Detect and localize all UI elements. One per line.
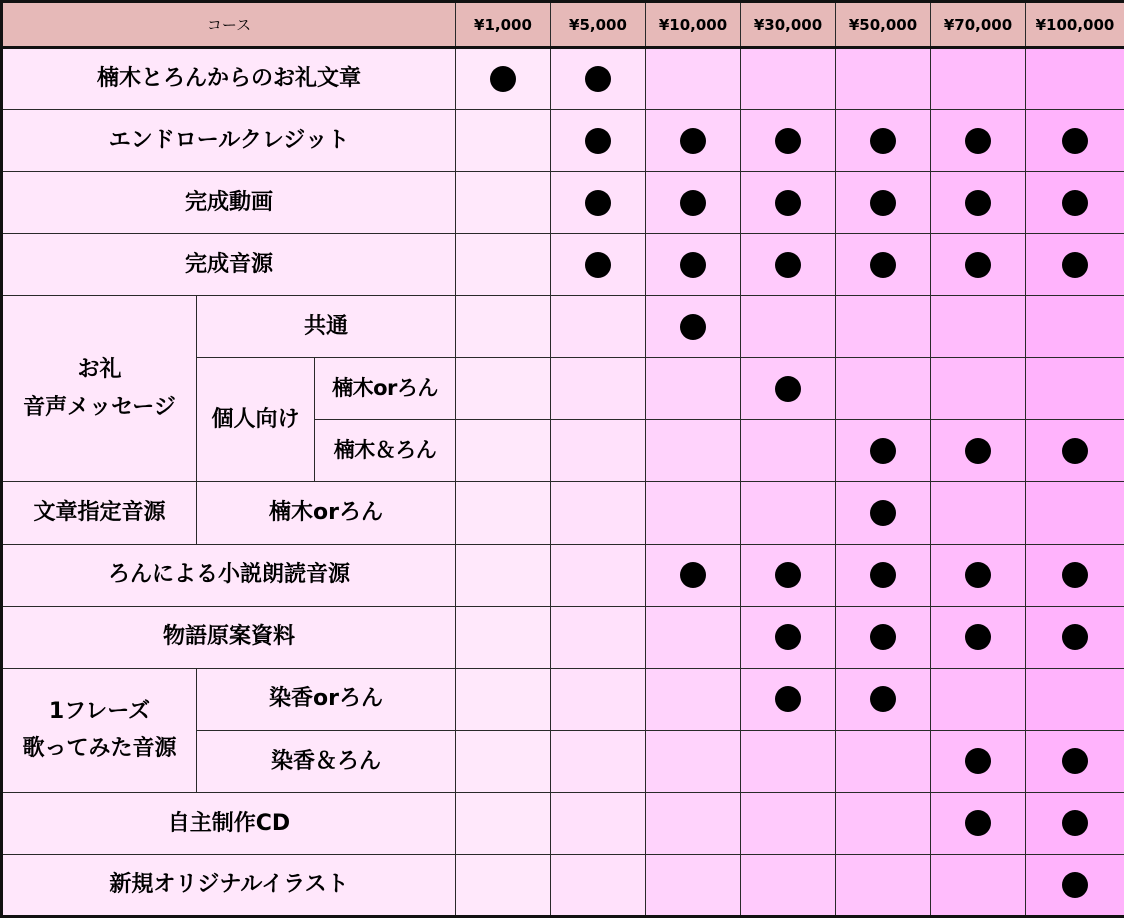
row-final-audio	[2, 234, 1124, 296]
label-final-video: 完成動画	[2, 172, 456, 234]
cell-custom-text-audio-1000	[456, 482, 551, 544]
cell-novel-reading-5000	[551, 544, 646, 606]
included-dot-icon	[775, 190, 801, 216]
included-dot-icon	[490, 66, 516, 92]
cell-voice-common-5000	[551, 296, 646, 358]
cell-novel-reading-30000	[741, 544, 836, 606]
cell-cover-either-5000	[551, 668, 646, 730]
header-row	[2, 2, 1124, 48]
cell-self-produced-cd-50000	[836, 792, 931, 854]
cell-cover-either-100000	[1026, 668, 1124, 730]
row-original-illustration	[2, 854, 1124, 916]
cell-novel-reading-70000	[931, 544, 1026, 606]
cell-original-illustration-100000	[1026, 854, 1124, 916]
row-voice-common	[2, 296, 1124, 358]
cell-original-illustration-5000	[551, 854, 646, 916]
cell-story-materials-30000	[741, 606, 836, 668]
included-dot-icon	[775, 128, 801, 154]
cell-thanks-letter-50000	[836, 48, 931, 110]
cell-voice-either-50000	[836, 358, 931, 420]
cell-story-materials-5000	[551, 606, 646, 668]
cell-novel-reading-100000	[1026, 544, 1124, 606]
cell-cover-either-1000	[456, 668, 551, 730]
cell-end-credits-100000	[1026, 110, 1124, 172]
included-dot-icon	[775, 562, 801, 588]
cell-cover-both-10000	[646, 730, 741, 792]
row-novel-reading	[2, 544, 1124, 606]
label-end-credits: エンドロールクレジット	[2, 110, 456, 172]
cell-cover-either-10000	[646, 668, 741, 730]
included-dot-icon	[965, 624, 991, 650]
price-header-1000: ¥1,000	[456, 2, 551, 48]
row-story-materials	[2, 606, 1124, 668]
cell-cover-both-30000	[741, 730, 836, 792]
cell-novel-reading-50000	[836, 544, 931, 606]
included-dot-icon	[870, 624, 896, 650]
cell-voice-common-1000	[456, 296, 551, 358]
label-self-produced-cd: 自主制作CD	[2, 792, 456, 854]
cell-story-materials-50000	[836, 606, 931, 668]
cell-final-audio-1000	[456, 234, 551, 296]
included-dot-icon	[965, 252, 991, 278]
cell-final-audio-10000	[646, 234, 741, 296]
included-dot-icon	[1062, 872, 1088, 898]
included-dot-icon	[870, 686, 896, 712]
included-dot-icon	[680, 190, 706, 216]
label-thanks-letter: 楠木とろんからのお礼文章	[2, 48, 456, 110]
label-final-audio: 完成音源	[2, 234, 456, 296]
row-self-produced-cd	[2, 792, 1124, 854]
label-cover-both: 染香＆ろん	[197, 730, 456, 792]
included-dot-icon	[870, 128, 896, 154]
cell-voice-common-70000	[931, 296, 1026, 358]
cell-final-video-50000	[836, 172, 931, 234]
included-dot-icon	[680, 252, 706, 278]
cell-final-video-10000	[646, 172, 741, 234]
cell-story-materials-70000	[931, 606, 1026, 668]
cell-custom-text-audio-70000	[931, 482, 1026, 544]
label-cover-either: 染香orろん	[197, 668, 456, 730]
label-voice-personal: 個人向け	[197, 358, 315, 482]
cell-voice-either-5000	[551, 358, 646, 420]
cell-custom-text-audio-100000	[1026, 482, 1124, 544]
included-dot-icon	[585, 128, 611, 154]
label-novel-reading: ろんによる小説朗読音源	[2, 544, 456, 606]
row-final-video	[2, 172, 1124, 234]
label-story-materials: 物語原案資料	[2, 606, 456, 668]
included-dot-icon	[1062, 128, 1088, 154]
cell-voice-either-1000	[456, 358, 551, 420]
cell-custom-text-audio-5000	[551, 482, 646, 544]
included-dot-icon	[775, 376, 801, 402]
included-dot-icon	[1062, 748, 1088, 774]
cell-self-produced-cd-5000	[551, 792, 646, 854]
cell-cover-either-70000	[931, 668, 1026, 730]
cell-custom-text-audio-10000	[646, 482, 741, 544]
label-custom-text-either: 楠木orろん	[197, 482, 456, 544]
price-header-100000: ¥100,000	[1026, 2, 1124, 48]
cell-final-audio-30000	[741, 234, 836, 296]
included-dot-icon	[870, 252, 896, 278]
cell-cover-both-1000	[456, 730, 551, 792]
included-dot-icon	[1062, 438, 1088, 464]
included-dot-icon	[965, 128, 991, 154]
cell-story-materials-100000	[1026, 606, 1124, 668]
cell-voice-both-70000	[931, 420, 1026, 482]
included-dot-icon	[680, 314, 706, 340]
included-dot-icon	[585, 190, 611, 216]
cell-thanks-letter-5000	[551, 48, 646, 110]
cell-original-illustration-50000	[836, 854, 931, 916]
cell-original-illustration-70000	[931, 854, 1026, 916]
cell-final-video-70000	[931, 172, 1026, 234]
price-header-30000: ¥30,000	[741, 2, 836, 48]
cell-novel-reading-10000	[646, 544, 741, 606]
included-dot-icon	[965, 810, 991, 836]
cell-voice-common-50000	[836, 296, 931, 358]
row-end-credits	[2, 110, 1124, 172]
cell-cover-either-30000	[741, 668, 836, 730]
cell-voice-either-70000	[931, 358, 1026, 420]
included-dot-icon	[680, 562, 706, 588]
cell-final-audio-100000	[1026, 234, 1124, 296]
course-header: コース	[2, 2, 456, 48]
cell-thanks-letter-1000	[456, 48, 551, 110]
label-one-phrase-cover	[2, 668, 197, 792]
included-dot-icon	[965, 438, 991, 464]
cell-original-illustration-30000	[741, 854, 836, 916]
cell-self-produced-cd-10000	[646, 792, 741, 854]
label-voice-common: 共通	[197, 296, 456, 358]
included-dot-icon	[1062, 252, 1088, 278]
label-voice-message-line2: 音声メッセージ	[23, 394, 176, 420]
included-dot-icon	[775, 624, 801, 650]
cell-final-video-30000	[741, 172, 836, 234]
cell-voice-either-100000	[1026, 358, 1124, 420]
label-voice-message	[2, 296, 197, 482]
cell-original-illustration-10000	[646, 854, 741, 916]
label-voice-either: 楠木orろん	[315, 358, 456, 420]
cell-voice-both-100000	[1026, 420, 1124, 482]
label-voice-both: 楠木＆ろん	[315, 420, 456, 482]
cell-cover-both-100000	[1026, 730, 1124, 792]
cell-thanks-letter-10000	[646, 48, 741, 110]
label-original-illustration: 新規オリジナルイラスト	[2, 854, 456, 916]
included-dot-icon	[1062, 190, 1088, 216]
included-dot-icon	[870, 500, 896, 526]
cell-end-credits-30000	[741, 110, 836, 172]
cell-final-video-1000	[456, 172, 551, 234]
included-dot-icon	[775, 252, 801, 278]
cell-final-audio-5000	[551, 234, 646, 296]
cell-voice-both-5000	[551, 420, 646, 482]
cell-self-produced-cd-30000	[741, 792, 836, 854]
included-dot-icon	[585, 66, 611, 92]
row-thanks-letter	[2, 48, 1124, 110]
included-dot-icon	[870, 438, 896, 464]
cell-cover-both-5000	[551, 730, 646, 792]
label-one-phrase-cover-line2: 歌ってみた音源	[22, 736, 177, 762]
included-dot-icon	[965, 748, 991, 774]
included-dot-icon	[965, 562, 991, 588]
included-dot-icon	[870, 190, 896, 216]
cell-voice-both-10000	[646, 420, 741, 482]
row-custom-text-audio	[2, 482, 1124, 544]
cell-voice-both-50000	[836, 420, 931, 482]
cell-cover-either-50000	[836, 668, 931, 730]
row-cover-either	[2, 668, 1124, 730]
cell-final-audio-50000	[836, 234, 931, 296]
cell-thanks-letter-30000	[741, 48, 836, 110]
included-dot-icon	[585, 252, 611, 278]
price-header-10000: ¥10,000	[646, 2, 741, 48]
included-dot-icon	[870, 562, 896, 588]
cell-thanks-letter-70000	[931, 48, 1026, 110]
label-voice-message-line1: お礼	[77, 357, 122, 383]
cell-self-produced-cd-70000	[931, 792, 1026, 854]
cell-voice-either-10000	[646, 358, 741, 420]
cell-end-credits-10000	[646, 110, 741, 172]
cell-thanks-letter-100000	[1026, 48, 1124, 110]
cell-story-materials-1000	[456, 606, 551, 668]
cell-self-produced-cd-100000	[1026, 792, 1124, 854]
cell-final-audio-70000	[931, 234, 1026, 296]
cell-custom-text-audio-50000	[836, 482, 931, 544]
cell-voice-either-30000	[741, 358, 836, 420]
cell-voice-common-30000	[741, 296, 836, 358]
cell-end-credits-50000	[836, 110, 931, 172]
cell-end-credits-70000	[931, 110, 1026, 172]
included-dot-icon	[965, 190, 991, 216]
cell-voice-common-10000	[646, 296, 741, 358]
cell-voice-common-100000	[1026, 296, 1124, 358]
cell-story-materials-10000	[646, 606, 741, 668]
included-dot-icon	[1062, 624, 1088, 650]
price-header-50000: ¥50,000	[836, 2, 931, 48]
cell-end-credits-5000	[551, 110, 646, 172]
cell-novel-reading-1000	[456, 544, 551, 606]
cell-final-video-5000	[551, 172, 646, 234]
cell-end-credits-1000	[456, 110, 551, 172]
label-custom-text-audio: 文章指定音源	[2, 482, 197, 544]
cell-original-illustration-1000	[456, 854, 551, 916]
label-one-phrase-cover-line1: 1フレーズ	[48, 698, 151, 724]
cell-final-video-100000	[1026, 172, 1124, 234]
price-header-5000: ¥5,000	[551, 2, 646, 48]
included-dot-icon	[1062, 562, 1088, 588]
cell-voice-both-30000	[741, 420, 836, 482]
cell-cover-both-50000	[836, 730, 931, 792]
included-dot-icon	[775, 686, 801, 712]
cell-self-produced-cd-1000	[456, 792, 551, 854]
cell-cover-both-70000	[931, 730, 1026, 792]
included-dot-icon	[680, 128, 706, 154]
cell-voice-both-1000	[456, 420, 551, 482]
included-dot-icon	[1062, 810, 1088, 836]
cell-custom-text-audio-30000	[741, 482, 836, 544]
price-header-70000: ¥70,000	[931, 2, 1026, 48]
